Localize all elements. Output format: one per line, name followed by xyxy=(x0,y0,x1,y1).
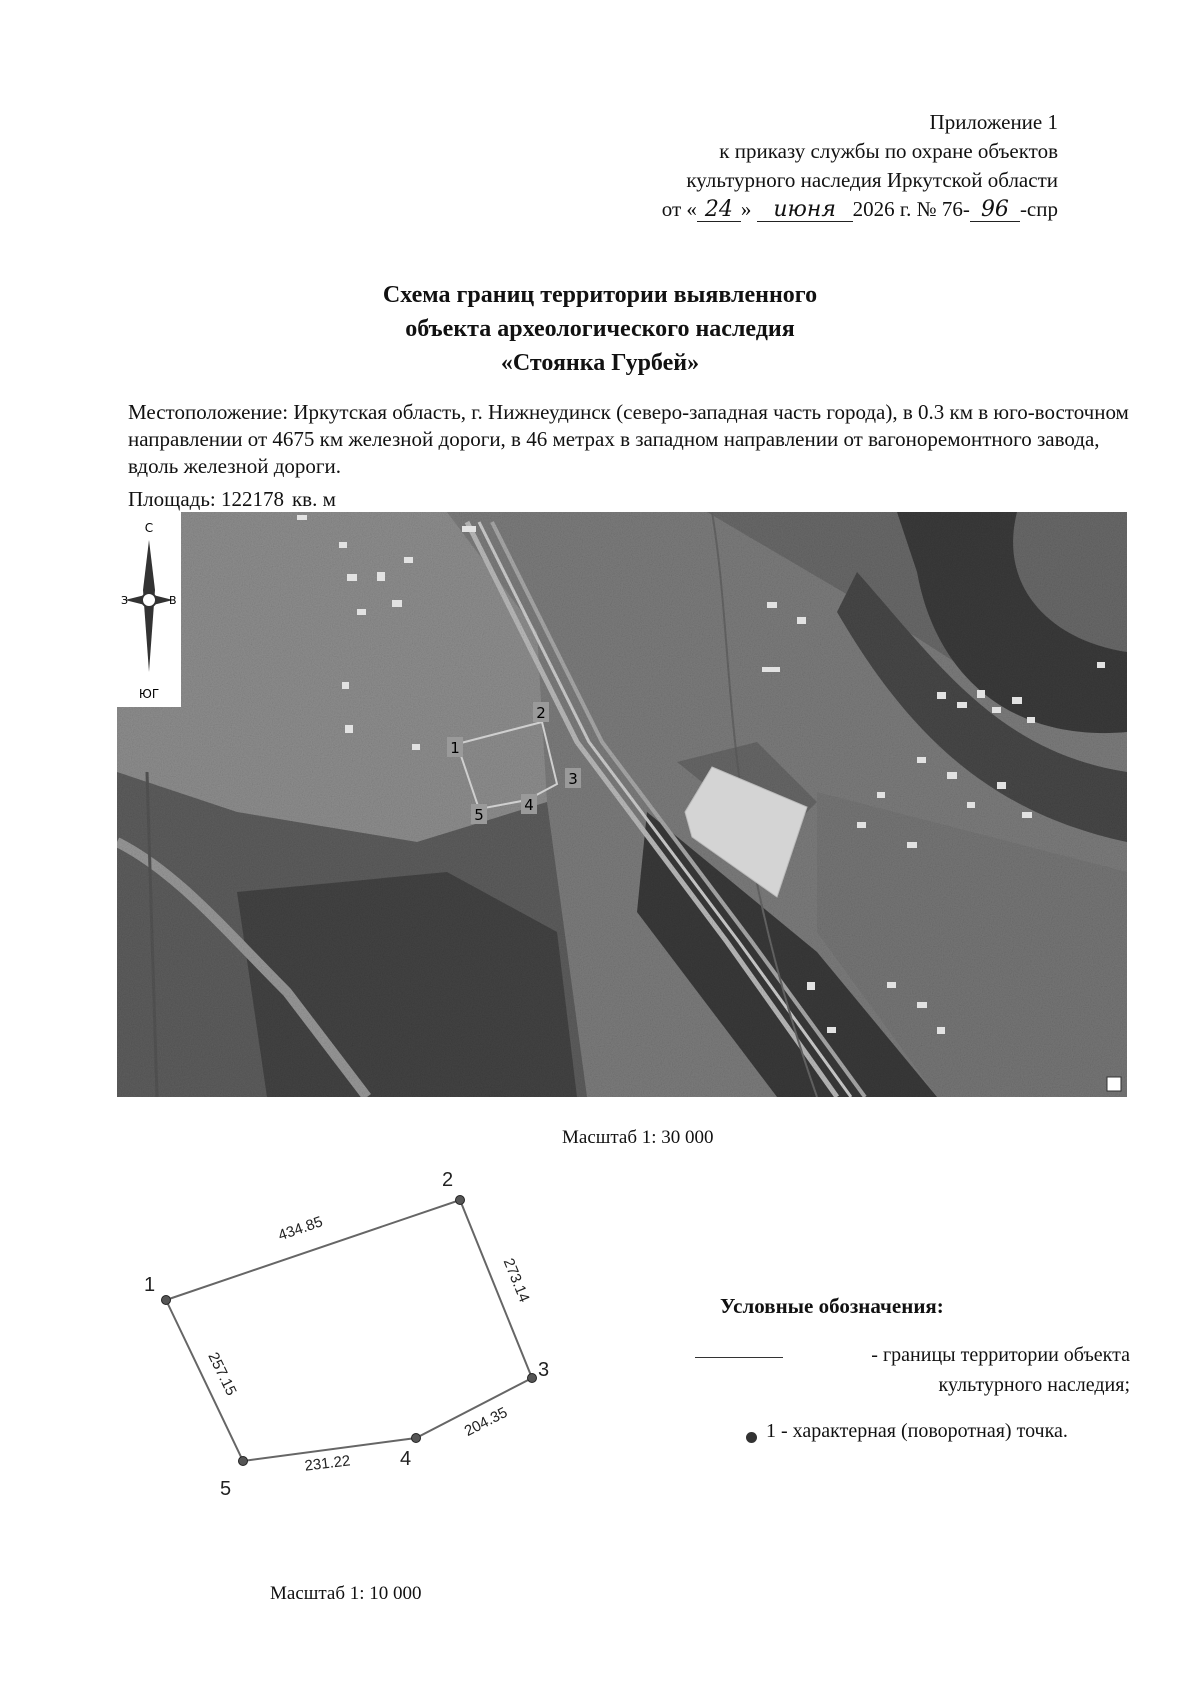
map-scale: Масштаб 1: 30 000 xyxy=(562,1127,714,1148)
legend-point-text: 1 - характерная (поворотная) точка. xyxy=(766,1420,1068,1442)
plan-point-2-label: 2 xyxy=(442,1169,454,1191)
plan-point-3-label: 3 xyxy=(538,1359,550,1381)
boundary-plan xyxy=(120,1148,590,1528)
plan-point-5 xyxy=(239,1457,248,1466)
map-point-2: 2 xyxy=(536,704,546,722)
plan-point-4 xyxy=(412,1434,421,1443)
compass-west: З xyxy=(121,594,129,607)
legend-point-icon xyxy=(746,1432,757,1443)
plan-scale: Масштаб 1: 10 000 xyxy=(270,1583,422,1604)
plan-point-2 xyxy=(456,1196,465,1205)
document-header xyxy=(662,108,1058,224)
legend-boundary-text: - границы территории объекта культурного наследия; xyxy=(871,1344,1130,1396)
map-point-1: 1 xyxy=(450,739,460,757)
edge-2-3-length: 273.14 xyxy=(499,1255,533,1305)
map-corner-icon xyxy=(1107,1077,1121,1091)
satellite-map xyxy=(117,512,1127,1097)
plan-point-3 xyxy=(528,1374,537,1383)
plan-point-5-label: 5 xyxy=(220,1478,232,1500)
map-point-4: 4 xyxy=(524,796,534,814)
edge-5-1-length: 257.15 xyxy=(204,1349,240,1399)
map-point-5: 5 xyxy=(474,806,484,824)
edge-4-5-length: 231.22 xyxy=(303,1452,352,1475)
compass-south: ЮГ xyxy=(138,687,160,701)
order-reference: к приказу службы по охране объектов xyxy=(719,139,1058,163)
appendix-label: Приложение 1 xyxy=(929,110,1058,134)
compass-rose xyxy=(117,512,181,707)
legend-title: Условные обозначения: xyxy=(720,1294,944,1318)
compass-east: В xyxy=(169,594,177,607)
handwritten-day: 24 xyxy=(697,199,741,222)
map-point-3: 3 xyxy=(568,770,578,788)
edge-1-2-length: 434.85 xyxy=(276,1213,325,1245)
legend-boundary-line xyxy=(695,1357,783,1358)
edge-3-4-length: 204.35 xyxy=(461,1404,511,1440)
authority-name: культурного наследия Иркутской области xyxy=(686,168,1058,192)
plan-point-1-label: 1 xyxy=(144,1274,156,1296)
order-date-line: от « 24 » июня 2026 г. № 76- 96 -спр xyxy=(661,197,1058,222)
location-description: Местоположение: Иркутская область, г. Нижнеудинск (северо-западная часть города), в 0.3 км в юго-восточном направлении от 4675 км железной дороги, в 46 метрах в западном направлении от вагоноремонтного завода, вдоль железной дороги. xyxy=(128,400,1129,478)
plan-point-1 xyxy=(162,1296,171,1305)
area-value: Площадь: 122178 кв. м xyxy=(128,487,336,511)
document-title: Схема границ территории выявленного объекта археологического наследия «Стоянка Гурбей» xyxy=(382,282,818,376)
plan-point-4-label: 4 xyxy=(400,1448,412,1470)
compass-north: С xyxy=(144,521,154,535)
handwritten-number: 96 xyxy=(970,199,1020,222)
handwritten-month: июня xyxy=(757,199,853,222)
